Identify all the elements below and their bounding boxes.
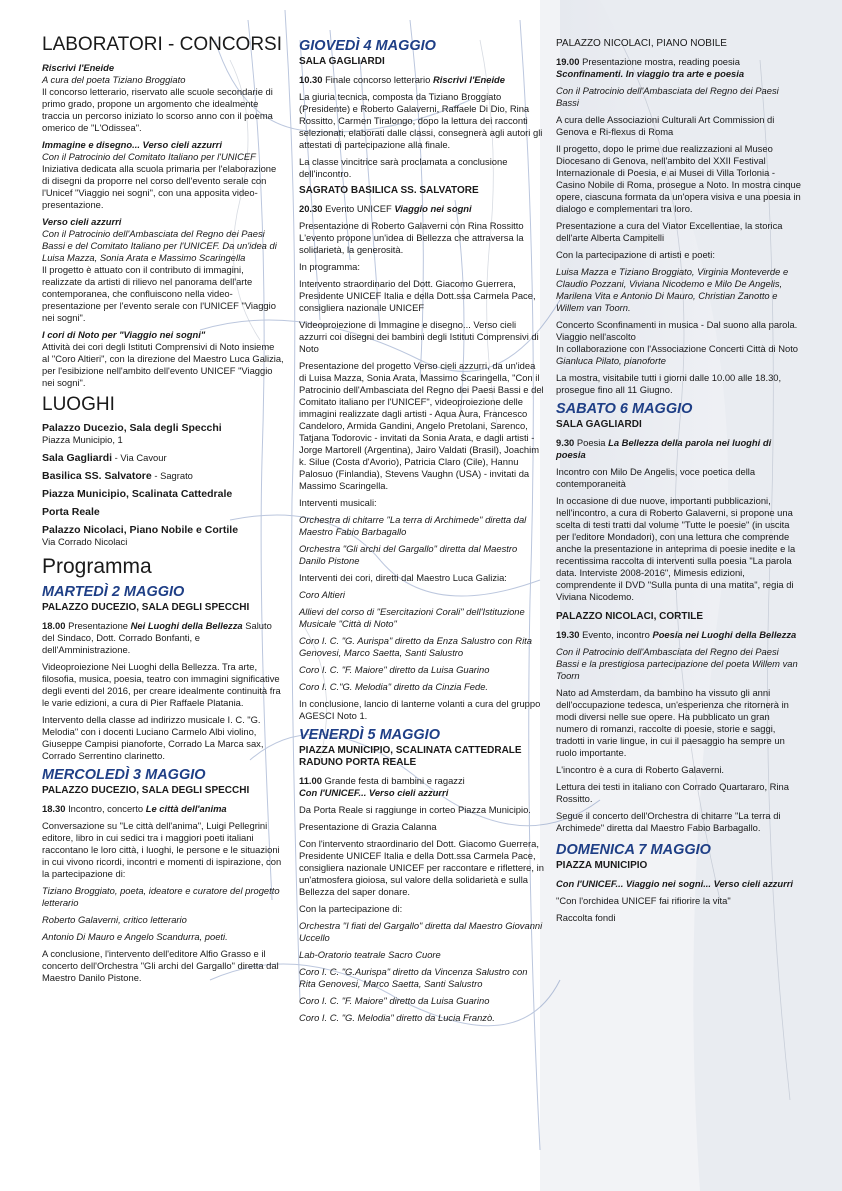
giovedi-time-2: 20.30 (299, 203, 323, 214)
martedi-event-type: Presentazione (65, 620, 131, 631)
nicolaci-time: 19.00 (556, 56, 580, 67)
eneide-text: Il concorso letterario, riservato alle scuole secondarie di primo grado, propone un argomento che idealmente traccia un percorso iniziato lo scorso anno con il poema omerico de "L'Odissea". (42, 86, 273, 133)
sabato-cura: L'incontro è a cura di Roberto Galaverni. (556, 764, 725, 775)
location-2-address: - Via Cavour (112, 452, 167, 463)
mercoledi-time: 18.30 (42, 803, 66, 814)
giovedi-progetto: Presentazione del progetto Verso cieli azzurri, da un'idea di Luisa Mazza, Sonia Arata, Massimo Scaringella, "Con il Patrocinio dell'Ambasciata del Regno dei Paesi Bassi e del Comitato italiano per l'UNICEF", videoproiezione delle immagini realizzate dagli artisti - Aqua Aura, Francesco Candeloro, Armida Gandini, Angelo Pretolani, Sarenco, Tatjana Todorovic - invitati da Sonia Arata, e dagli artisti - Jorge Martorell (Argentina), Jairo Valdati (Brasil), Joachim k. Silue (Costa d'Avorio), Patricia Claro (Cile), Hannu Palosuo (Finlandia), Stevens Vaughn (USA) - invitati da Massimo Scaringella. (299, 360, 544, 491)
sabato-incontro: Incontro con Milo De Angelis, voce poetica della contemporaneità (556, 466, 756, 489)
nicolaci-concerto (556, 319, 802, 367)
sabato-event-1-title: La Bellezza della parola nei luoghi di poesia (556, 437, 772, 460)
nicolaci-partecipazione: Con la partecipazione di artisti e poeti: (556, 249, 715, 260)
venerdi-coro-melodia: Coro I. C. "G. Melodia" diretto da Lucia Franzò. (299, 1012, 495, 1023)
programma-heading: Programma (42, 555, 152, 578)
sabato-event-1 (556, 437, 802, 461)
location-3-address: - Sagrato (151, 470, 193, 481)
venerdi-corteo: Da Porta Reale si raggiunge in corteo Piazza Municipio. (299, 804, 531, 815)
venerdi-event-title: Con l'UNICEF... Verso cieli azzurri (299, 787, 449, 798)
venue-martedi: PALAZZO DUCEZIO, SALA DEGLI SPECCHI (42, 602, 250, 613)
venerdi-coro-aurispa: Coro I. C. "G.Aurispa" diretto da Vincenza Salustro con Rita Genovesi, Marco Saetta, Santi Salustro (299, 966, 528, 989)
giovedi-interventi-musicali: Interventi musicali: (299, 497, 377, 508)
giovedi-interventi-cori: Interventi dei cori, diretti dal Maestro Luca Galizia: (299, 572, 507, 583)
mercoledi-galaverni: Roberto Galaverni, critico letterario (42, 914, 187, 925)
mercoledi-event-type: Incontro, concerto (65, 803, 146, 814)
location-1-address: Piazza Municipio, 1 (42, 434, 123, 445)
giovedi-intervento: Intervento straordinario del Dott. Giacomo Guerrera, Presidente UNICEF Italia e della Dott.ssa Carmela Pace, consigliera nazionale UNICEF (299, 278, 536, 313)
location-6 (42, 524, 284, 548)
venerdi-time: 11.00 (299, 775, 322, 786)
nicolaci-artisti: Luisa Mazza e Tiziano Broggiato, Virginia Monteverde e Claudio Pozzani, Viviana Nicodemo e Milo De Angelis, Marilena Vita e Antonio Di Mauro, Christian Zanotto e Willem van Toorn. (556, 266, 789, 313)
eneide-title: Riscrivi l'Eneide (42, 62, 115, 73)
location-3 (42, 470, 284, 482)
nicolaci-cura: A cura delle Associazioni Culturali Art Commission di Genova e Ri-flexus di Roma (556, 114, 775, 137)
column-right (556, 38, 802, 929)
venerdi-intervento: Con l'intervento straordinario del Dott. Giacomo Guerrera, Presidente UNICEF Italia e della Dott.ssa Carmela Pace, consigliera nazionale UNICEF per raccontare e riflettere, in un'atmosfera gioiosa, sul valore della solidarietà e sulla Bellezza del saper donare. (299, 838, 544, 897)
sabato-event-2 (556, 629, 802, 641)
verso-block (42, 216, 284, 324)
venerdi-orchestra-fiati: Orchestra "I fiati del Gargallo" diretta dal Maestro Giovanni Uccello (299, 920, 543, 943)
venerdi-event (299, 775, 544, 799)
giovedi-presentazione (299, 220, 544, 256)
venerdi-coro-maiore: Coro I. C. "F. Maiore" diretto da Luisa Guarino (299, 995, 490, 1006)
venerdi-presentazione: Presentazione di Grazia Calanna (299, 821, 437, 832)
venerdi-lab-oratorio: Lab-Oratorio teatrale Sacro Cuore (299, 949, 441, 960)
day-domenica: DOMENICA 7 MAGGIO (556, 842, 711, 858)
cori-block (42, 329, 284, 389)
venue-venerdi (299, 745, 544, 769)
venue-giovedi-1: SALA GAGLIARDI (299, 56, 385, 67)
giovedi-coro-melodia: Coro I. C."G. Melodia" diretto da Cinzia Fede. (299, 681, 489, 692)
domenica-raccolta: Raccolta fondi (556, 912, 616, 923)
sabato-event-2-type: Evento, incontro (579, 629, 653, 640)
immagine-sub: Con il Patrocinio del Comitato Italiano per l'UNICEF (42, 151, 256, 162)
giovedi-orchestra-chitarre: Orchestra di chitarre "La terra di Archimede" diretta dal Maestro Fabio Barbagallo (299, 514, 527, 537)
giovedi-time-1: 10.30 (299, 74, 323, 85)
location-6-address: Via Corrado Nicolaci (42, 536, 128, 547)
martedi-event (42, 620, 284, 656)
martedi-event-saluto: Saluto del Sindaco, Dott. Corrado Bonfanti, e dell'Amministrazione. (42, 620, 272, 655)
giovedi-allievi: Allievi del corso di "Esercitazioni Corali" dell'Istituzione Musicale "Città di Noto" (299, 606, 525, 629)
sabato-time-1: 9.30 (556, 437, 575, 448)
location-1-name: Palazzo Ducezio, Sala degli Specchi (42, 422, 222, 434)
eneide-block (42, 62, 284, 134)
mercoledi-conversazione: Conversazione su "Le città dell'anima", Luigi Pellegrini editore, libro in cui sedici tra i maggiori poeti italiani raccontano le loro città, i luoghi, le persone e le situazioni in cui vivono ricordi, incontri e momenti di ispirazione, con la partecipazione di: (42, 820, 282, 879)
sabato-concerto: Segue il concerto dell'Orchestra di chitarre "La terra di Archimede" diretta dal Maestro Fabio Barbagallo. (556, 810, 781, 833)
sabato-occasione: In occasione di due nuove, importanti pubblicazioni, nell'incontro, a cura di Roberto Galaverni, si propone una scelta di testi tratti dal volume "Tutte le poesie" (in uscita per l'editore Mondadori), con una lettura che comprende anche la presentazione in anteprima di poesie inedite e la recentissima raccolta di interventi sulla poesia "La parola data. Interviste 2008-2016", Mimesis edizioni, comprendente il DVD "Sulla punta di una matita", regia di Viviana Nicodemo. (556, 495, 796, 602)
giovedi-classe: La classe vincitrice sarà proclamata a conclusione dell'incontro. (299, 156, 508, 179)
giovedi-coro-maiore: Coro I. C. "F. Maiore" diretto da Luisa Guarino (299, 664, 490, 675)
day-venerdi: VENERDÌ 5 MAGGIO (299, 727, 440, 743)
eneide-sub: A cura del poeta Tiziano Broggiato (42, 74, 186, 85)
giovedi-conclusione: In conclusione, lancio di lanterne volanti a cura del gruppo AGESCI Noto 1. (299, 698, 541, 721)
venue-domenica: PIAZZA MUNICIPIO (556, 860, 648, 871)
location-3-name: Basilica SS. Salvatore (42, 470, 152, 482)
nicolaci-event-type: Presentazione mostra, reading poesia (579, 56, 740, 67)
location-5 (42, 506, 284, 518)
domenica-event-title: Con l'UNICEF... Viaggio nei sogni... Verso cieli azzurri (556, 878, 793, 889)
sabato-biografia: Nato ad Amsterdam, da bambino ha vissuto gli anni dell'occupazione tedesca, un'esperienza che ritornerà in modi diversi nelle sue opere. Ha pubblicato un gran numero di romanzi, raccolte di poesie, storie e saggi, tradotti in varie lingue, in cui il paesaggio ha sempre un ruolo importante. (556, 687, 789, 758)
domenica-orchidea: "Con l'orchidea UNICEF fai rifiorire la vita" (556, 895, 731, 906)
nicolaci-patrocinio: Con il Patrocinio dell'Ambasciata del Regno dei Paesi Bassi (556, 85, 779, 108)
location-4-name: Piazza Municipio, Scalinata Cattedrale (42, 488, 233, 500)
location-4 (42, 488, 284, 500)
venue-sabato-2: PALAZZO NICOLACI, CORTILE (556, 611, 704, 622)
sabato-time-2: 19.30 (556, 629, 580, 640)
location-2 (42, 452, 284, 464)
immagine-title: Immagine e disegno... Verso cieli azzurri (42, 139, 222, 150)
nicolaci-event-title: Sconfinamenti. In viaggio tra arte e poesia (556, 68, 745, 79)
nicolaci-event (556, 56, 802, 80)
giovedi-event-1 (299, 74, 544, 86)
giovedi-event-2 (299, 203, 544, 215)
giovedi-in-programma: In programma: (299, 261, 360, 272)
immagine-text: Iniziativa dedicata alla scuola primaria per l'elaborazione di disegni da proporre nel corso dell'evento serale con l'Unicef "Viaggio nei sogni", con una apposita video-presentazione. (42, 163, 277, 210)
column-middle (299, 30, 544, 1029)
day-giovedi: GIOVEDÌ 4 MAGGIO (299, 38, 436, 54)
mercoledi-conclusione: A conclusione, l'intervento dell'editore Alfio Grasso e il concerto dell'Orchestra "Gli archi del Gargallo" diretta dal Maestro Danilo Pistone. (42, 948, 279, 983)
column-left (42, 30, 284, 989)
location-6-name: Palazzo Nicolaci, Piano Nobile e Cortile (42, 524, 239, 536)
giovedi-giuria: La giuria tecnica, composta da Tiziano Broggiato (Presidente) e Roberto Galaverni, Raffaele Di Dio, Rina Rossitto, Carmen Tiralongo, dopo la lettura dei racconti selezionati, elaborati dalle classi, consegnerà agli autori gli attestati di partecipazione alla finale. (299, 91, 543, 150)
venue-venerdi-2: RADUNO PORTA REALE (299, 757, 417, 768)
venerdi-partecipazione: Con la partecipazione di: (299, 903, 403, 914)
verso-sub: Con il Patrocinio dell'Ambasciata del Regno dei Paesi Bassi e del Comitato Italiano per l'UNICEF. Da un'idea di Luisa Mazza, Sonia Arata e Massimo Scaringella (42, 228, 277, 263)
mercoledi-event (42, 803, 284, 815)
venerdi-event-type: Grande festa di bambini e ragazzi (321, 775, 465, 786)
venue-giovedi-2: SAGRATO BASILICA SS. SALVATORE (299, 185, 479, 196)
giovedi-event-2-type: Evento UNICEF (322, 203, 395, 214)
giovedi-event-1-type: Finale concorso letterario (322, 74, 433, 85)
mercoledi-event-title: Le città dell'anima (145, 803, 227, 814)
nicolaci-collaborazione: In collaborazione con l'Associazione Concerti Città di Noto (556, 343, 799, 354)
giovedi-coro-aurispa: Coro I. C. "G. Aurispa" diretto da Enza Salustro con Rita Genovesi, Marco Saetta, Santi Salustro (299, 635, 532, 658)
location-1 (42, 422, 284, 446)
venue-venerdi-1: PIAZZA MUNICIPIO, SCALINATA CATTEDRALE (299, 745, 522, 756)
sabato-patrocinio: Con il Patrocinio dell'Ambasciata del Regno dei Paesi Bassi e la prestigiosa partecipazione del poeta Willem van Toorn (556, 646, 798, 681)
giovedi-idea-text: L'evento propone un'idea di Bellezza che attraversa la solidarietà, la generosità. (299, 232, 524, 255)
sabato-event-1-type: Poesia (574, 437, 609, 448)
venue-sabato: SALA GAGLIARDI (556, 419, 642, 430)
venue-nicolaci-piano: PALAZZO NICOLACI, PIANO NOBILE (556, 38, 727, 49)
location-5-name: Porta Reale (42, 506, 100, 518)
venue-mercoledi: PALAZZO DUCEZIO, SALA DEGLI SPECCHI (42, 785, 250, 796)
immagine-block (42, 139, 284, 211)
location-2-name: Sala Gagliardi (42, 452, 113, 464)
martedi-video: Videoproiezione Nei Luoghi della Bellezza. Tra arte, filosofia, musica, poesia, teatro con immagini significative degli eventi del 2016, per creare idealmente continuità fra le varie edizioni, a cura di Pier Raffaele Platania. (42, 661, 281, 708)
verso-title: Verso cieli azzurri (42, 216, 122, 227)
nicolaci-progetto: Il progetto, dopo le prime due realizzazioni al Museo Diocesano di Genova, nell'ambito del XXII Festival Internazionale di Poesia, e ai Musei di Villa Torlonia - Casino Nobile di Roma, prosegue a Noto. In mostra cinque opere, ciascuna formata da un'opera visiva e una poesia in dialogo e complementari tra loro. (556, 143, 801, 214)
nicolaci-mostra: La mostra, visitabile tutti i giorni dalle 10.00 alle 18.30, prosegue fino all 11 Giugno. (556, 372, 782, 395)
verso-text: Il progetto è attuato con il contributo di immagini, realizzate da artisti di rilievo nel panorama dell'arte contemporanea, che confluiscono nella video-presentazione per l'evento serale con l'UNICEF "Viaggio nei sogni". (42, 264, 276, 323)
giovedi-presentazione-text: Presentazione di Roberto Galaverni con Rina Rossitto (299, 220, 524, 231)
martedi-event-title: Nei Luoghi della Bellezza (130, 620, 243, 631)
luoghi-heading: LUOGHI (42, 394, 115, 415)
day-mercoledi: MERCOLEDÌ 3 MAGGIO (42, 767, 206, 783)
nicolaci-pianoforte: Gianluca Pilato, pianoforte (556, 355, 666, 366)
cori-title: I cori di Noto per "Viaggio nei sogni" (42, 329, 206, 340)
giovedi-event-1-title: Riscrivi l'Eneide (432, 74, 505, 85)
mercoledi-poeti: Antonio Di Mauro e Angelo Scandurra, poeti. (42, 931, 228, 942)
mercoledi-broggiato: Tiziano Broggiato, poeta, ideatore e curatore del progetto letterario (42, 885, 280, 908)
laboratori-heading: LABORATORI - CONCORSI (42, 34, 282, 55)
martedi-time: 18.00 (42, 620, 66, 631)
sabato-event-2-title: Poesia nei Luoghi della Bellezza (652, 629, 797, 640)
martedi-intervento: Intervento della classe ad indirizzo musicale I. C. "G. Melodia" con i docenti Luciano Carmelo Albi violino, Giuseppe Campisi pianoforte, Corrado La Marca sax, Corrado Serrentino clarinetto. (42, 714, 264, 761)
giovedi-videoproiezione: Videoproiezione di Immagine e disegno... Verso cieli azzurri coi disegni dei bambini degli Istituti Comprensivi di Noto (299, 319, 539, 354)
nicolaci-viator: Presentazione a cura del Viator Excellentiae, la storica dell'arte Alberta Campitelli (556, 220, 783, 243)
giovedi-event-2-title: Viaggio nei sogni (394, 203, 472, 214)
nicolaci-concerto-title: Concerto Sconfinamenti in musica - Dal suono alla parola. Viaggio nell'ascolto (556, 319, 798, 342)
giovedi-orchestra-archi: Orchestra "Gli archi del Gargallo" diretta dal Maestro Danilo Pistone (299, 543, 518, 566)
day-sabato: SABATO 6 MAGGIO (556, 401, 693, 417)
day-martedi: MARTEDÌ 2 MAGGIO (42, 584, 185, 600)
sabato-lettura: Lettura dei testi in italiano con Corrado Quartararo, Rina Rossitto. (556, 781, 789, 804)
giovedi-coro-altieri: Coro Altieri (299, 589, 346, 600)
cori-text: Attività dei cori degli Istituti Comprensivi di Noto insieme al "Coro Altieri", con la direzione del Maestro Luca Galizia, per l'esibizione nell'ambito dell'evento UNICEF "Viaggio nei sogni". (42, 341, 284, 388)
